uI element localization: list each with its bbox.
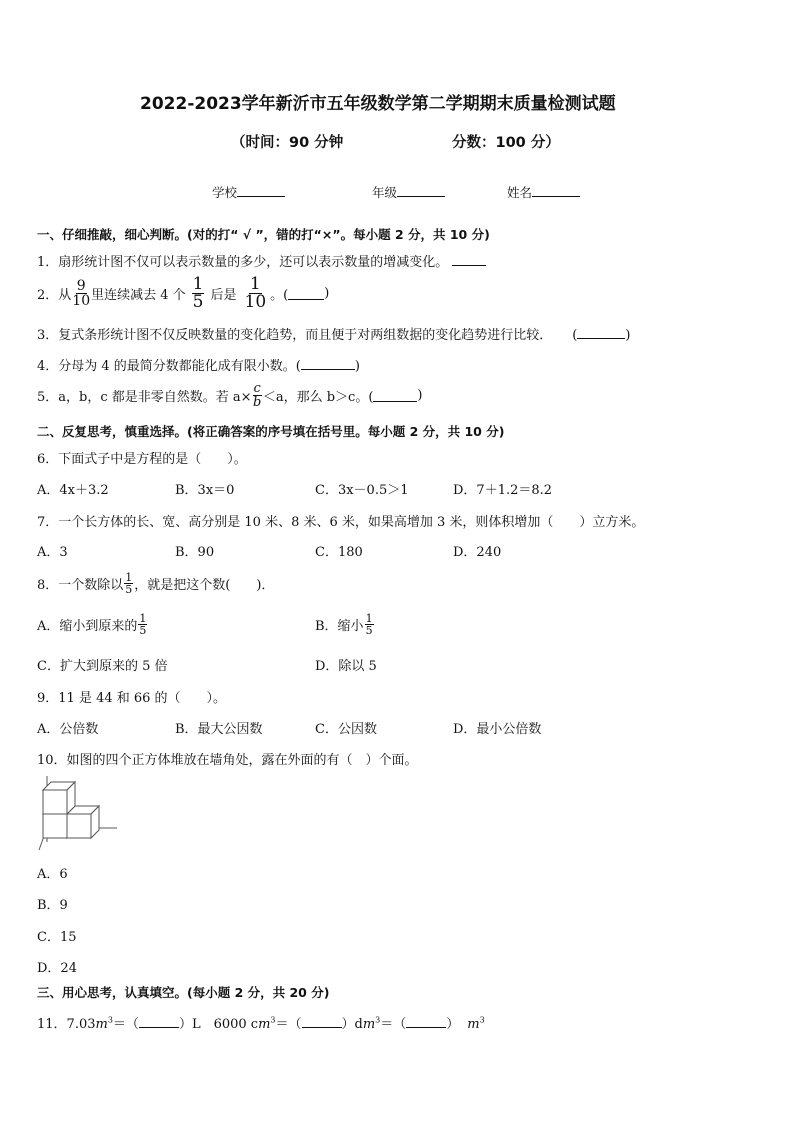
superscript-3: 3: [270, 1015, 276, 1025]
numerator: 1: [125, 571, 133, 584]
question-7-option-a: A．3: [37, 545, 68, 560]
question-11: [37, 1013, 485, 1032]
question-1-text: 1．扇形统计图不仅可以表示数量的多少，还可以表示数量的增减变化。: [37, 255, 449, 270]
question-7-option-b: B．90: [175, 545, 215, 560]
question-4-text: 4．分母为 4 的最简分数都能化成有限小数。(: [37, 359, 301, 374]
superscript-3: 3: [375, 1015, 381, 1025]
question-3-close: ): [625, 328, 631, 343]
question-6: 6．下面式子中是方程的是（ ）。: [37, 452, 247, 467]
page-title: 2022-2023学年新沂市五年级数学第二学期期末质量检测试题: [140, 94, 616, 114]
section-3-heading: 三、用心思考，认真填空。(每小题 2 分，共 20 分): [37, 985, 330, 1000]
fraction-c-b: [253, 382, 262, 409]
denominator: 5: [365, 624, 373, 637]
question-6-option-d: D．7＋1.2＝8.2: [453, 483, 553, 498]
question-5-text-c: ): [417, 388, 423, 403]
question-10-option-c: C．15: [37, 930, 77, 945]
question-9-option-d: D．最小公倍数: [453, 722, 542, 737]
fraction-1-5: [124, 572, 133, 595]
numerator: 1: [365, 612, 373, 625]
question-4-close: ): [354, 359, 360, 374]
question-8-text-a: 8．一个数除以: [37, 578, 124, 593]
unit-m: m: [467, 1017, 480, 1032]
name-blank: [532, 184, 580, 197]
name-field: [507, 183, 580, 201]
question-6-option-a: A．4x＋3.2: [37, 483, 109, 498]
denominator: 5: [192, 292, 204, 312]
question-8-option-c: C．扩大到原来的 5 倍: [37, 659, 168, 674]
grade-blank: [397, 184, 445, 197]
section-1-heading: 一、仔细推敲，细心判断。(对的打“ √ ”，错的打“×”。每小题 2 分，共 10 分): [37, 227, 490, 242]
section-2-heading: 二、反复思考，慎重选择。(将正确答案的序号填在括号里。每小题 2 分，共 10 分): [37, 424, 505, 439]
cubes-in-corner-figure: [37, 776, 119, 852]
question-11-text-b: ＝（: [112, 1017, 139, 1032]
question-2-text-d: 。(: [270, 288, 289, 303]
numerator: 9: [76, 278, 86, 294]
unit-m: m: [258, 1017, 271, 1032]
question-8-option-b: [315, 613, 375, 636]
exam-time: （时间：90 分钟: [231, 135, 344, 151]
question-5-text-b: ＜a，那么 b＞c。(: [262, 390, 374, 405]
question-1: [37, 251, 486, 270]
question-3-text: 3．复式条形统计图不仅反映数量的变化趋势，而且便于对两组数据的变化趋势进行比较．: [37, 328, 553, 343]
question-2-text-e: ): [324, 286, 330, 301]
question-6-option-b: B．3x＝0: [175, 483, 235, 498]
question-2-text-b: 里连续减去 4 个: [91, 288, 186, 303]
answer-blank: [288, 287, 324, 300]
question-6-option-c: C．3x－0.5＞1: [315, 483, 409, 498]
question-7-option-d: D．240: [453, 545, 502, 560]
fraction-1-5: [365, 613, 374, 636]
denominator: 5: [139, 624, 147, 637]
question-11-text-c: ）L 6000 c: [178, 1017, 259, 1032]
fraction-1-5: [138, 613, 147, 636]
grade-label: 年级: [372, 185, 398, 200]
question-11-text-a: 11．7.03: [37, 1017, 96, 1032]
answer-blank: [373, 389, 417, 402]
denominator: 10: [72, 293, 91, 309]
question-2-text-c: 后是: [210, 288, 237, 303]
question-10-option-a: A．6: [37, 867, 68, 882]
question-10-option-b: B．9: [37, 898, 68, 913]
answer-blank: [452, 253, 486, 266]
superscript-3: 3: [479, 1015, 485, 1025]
question-11-text-e: ）d: [341, 1017, 363, 1032]
answer-blank: [406, 1015, 446, 1028]
fraction-1-5: [192, 276, 205, 311]
question-10: 10．如图的四个正方体堆放在墙角处，露在外面的有（ ）个面。: [37, 753, 418, 768]
superscript-3: 3: [107, 1015, 113, 1025]
question-5: [37, 382, 422, 409]
answer-blank: [301, 357, 355, 370]
question-5-text-a: 5．a，b，c 都是非零自然数。若 a×: [37, 390, 252, 405]
answer-blank: [577, 326, 625, 339]
question-10-option-d: D．24: [37, 961, 77, 976]
school-blank: [237, 184, 285, 197]
question-7-option-c: C．180: [315, 545, 363, 560]
question-8: [37, 572, 274, 595]
exam-score: 分数：100 分）: [452, 135, 560, 151]
denominator: 5: [125, 583, 133, 596]
option-b-text: B．缩小: [315, 619, 364, 634]
question-2: [37, 276, 329, 311]
fraction-9-10: [72, 279, 90, 308]
question-11-text-d: ＝（: [275, 1017, 302, 1032]
question-11-text-g: ）: [446, 1017, 460, 1032]
numerator: 1: [192, 274, 204, 294]
question-9-option-c: C．公因数: [315, 722, 377, 737]
question-4: [37, 355, 360, 374]
numerator: 1: [249, 274, 261, 294]
question-7: 7．一个长方体的长、宽、高分别是 10 米、8 米、6 米，如果高增加 3 米，则体积增加（ ）立方米。: [37, 515, 645, 530]
question-9-option-b: B．最大公因数: [175, 722, 263, 737]
school-label: 学校: [212, 185, 238, 200]
question-8-option-a: [37, 613, 148, 636]
unit-m: m: [362, 1017, 376, 1032]
denominator: b: [253, 395, 262, 410]
denominator: 10: [244, 292, 267, 312]
fraction-1-10: [245, 276, 267, 311]
question-9: 9．11 是 44 和 66 的（ ）。: [37, 691, 227, 706]
question-8-option-d: D．除以 5: [315, 659, 377, 674]
name-label: 姓名: [507, 185, 533, 200]
numerator: c: [253, 381, 261, 396]
school-field: [212, 183, 285, 201]
grade-field: [372, 183, 445, 201]
question-3: [37, 324, 630, 343]
question-9-option-a: A．公倍数: [37, 722, 99, 737]
question-11-text-f: ＝（: [380, 1017, 407, 1032]
option-a-text: A．缩小到原来的: [37, 619, 138, 634]
question-8-text-b: ，就是把这个数( )．: [134, 578, 275, 593]
question-2-text-a: 2．从: [37, 288, 72, 303]
answer-blank: [302, 1015, 342, 1028]
question-3-open: (: [572, 328, 578, 343]
answer-blank: [139, 1015, 179, 1028]
numerator: 1: [139, 612, 147, 625]
unit-m: m: [95, 1017, 108, 1032]
